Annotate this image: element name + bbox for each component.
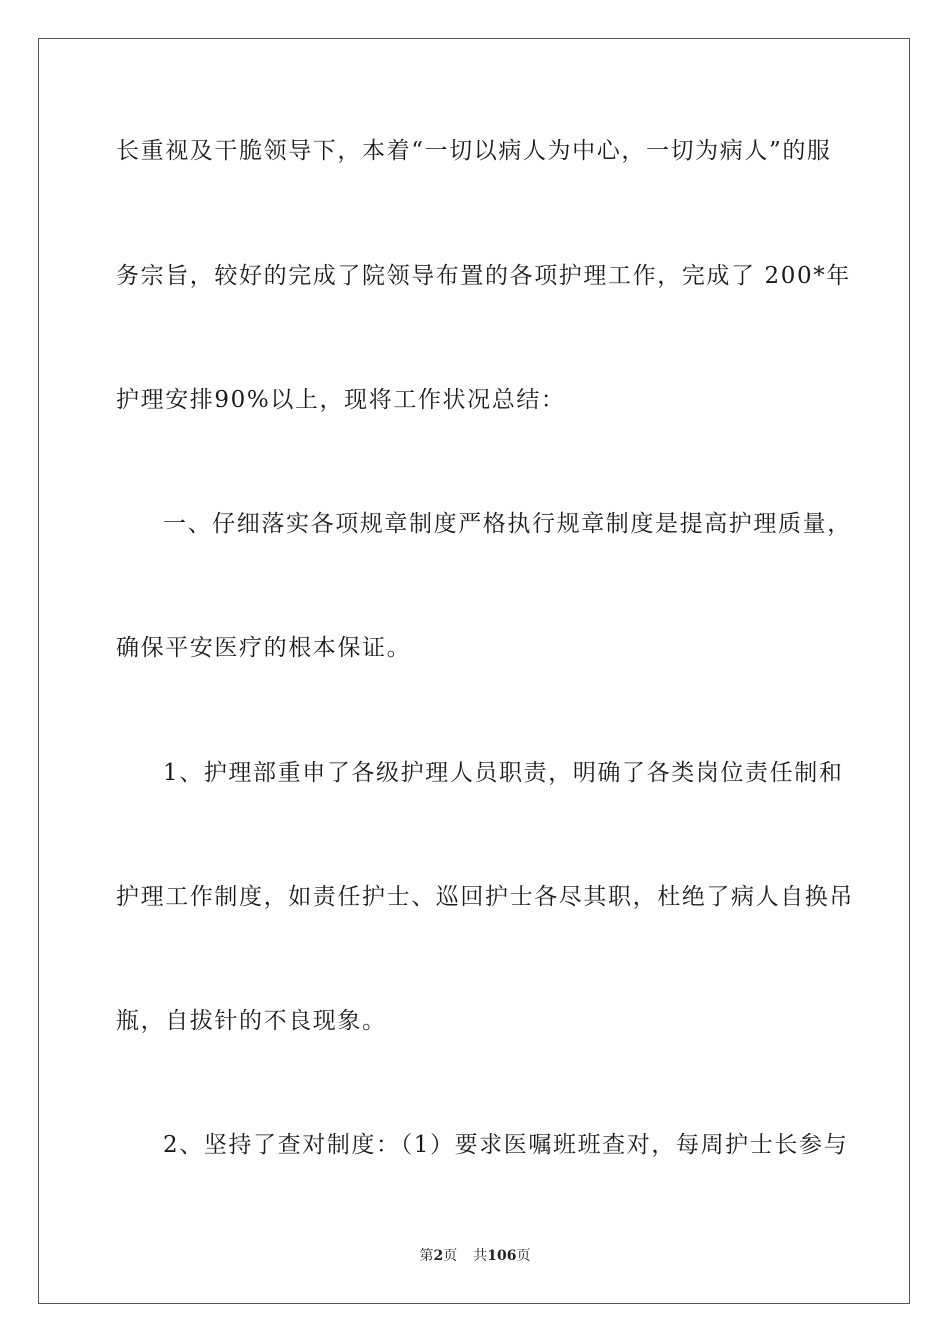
paragraph-heading: 一、仔细落实各项规章制度严格执行规章制度是提高护理质量， — [163, 511, 852, 537]
total-prefix: 共 — [473, 1248, 488, 1264]
text-line: 1、护理部重申了各级护理人员职责，明确了各类岗位责任制和 — [163, 760, 844, 786]
page-footer — [0, 1247, 950, 1265]
text-line: 长重视及干脆领导下，本着“一切以病人为中心，一切为病人”的服 — [116, 138, 832, 164]
text-line: 护理安排90%以上，现将工作状况总结： — [116, 387, 566, 413]
page-border — [38, 38, 910, 1304]
text-line: 务宗旨，较好的完成了院领导布置的各项护理工作，完成了 200*年 — [116, 263, 851, 289]
text-line: 2、坚持了查对制度：（1）要求医嘱班班查对，每周护士长参与 — [163, 1132, 849, 1158]
total-suffix: 页 — [516, 1248, 531, 1264]
text-line: 确保平安医疗的根本保证。 — [116, 635, 412, 661]
page-suffix: 页 — [443, 1248, 458, 1264]
page-number: 2 — [433, 1248, 444, 1264]
text-line: 护理工作制度，如责任护士、巡回护士各尽其职，杜绝了病人自换吊 — [116, 884, 854, 910]
page-prefix: 第 — [419, 1248, 434, 1264]
total-pages: 106 — [487, 1248, 517, 1264]
text-line: 瓶，自拔针的不良现象。 — [116, 1008, 387, 1034]
